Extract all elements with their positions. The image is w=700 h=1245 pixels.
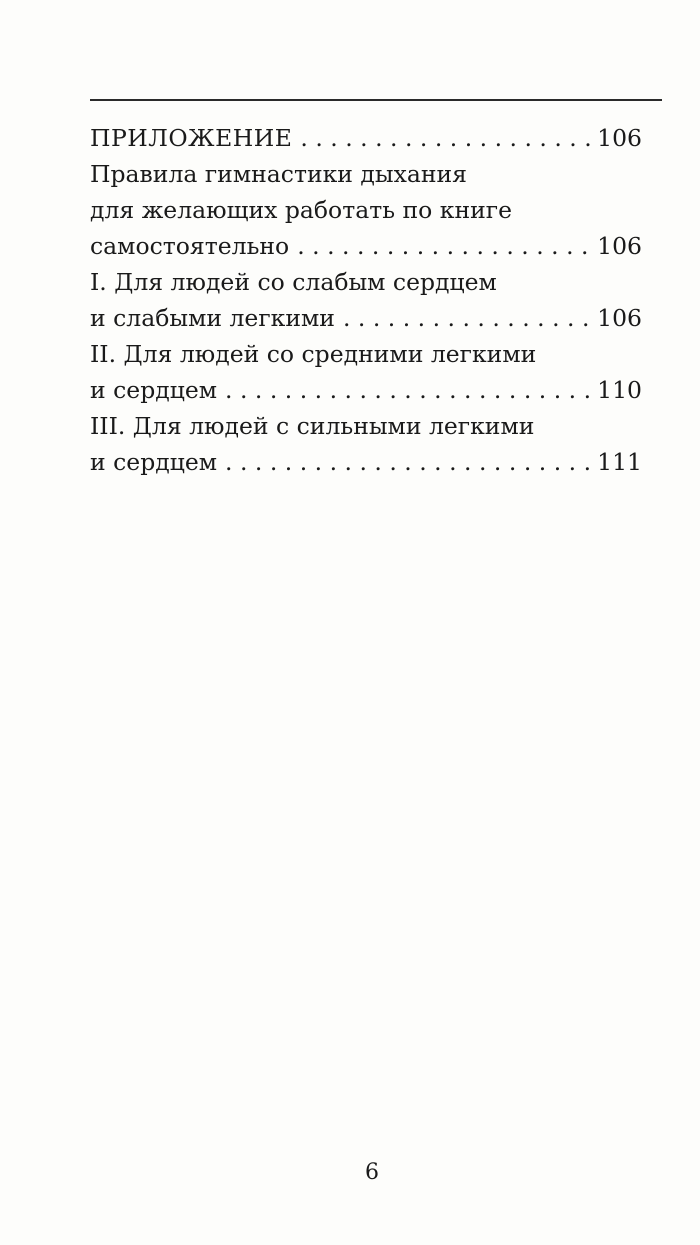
toc-entry-title: II. Для людей со средними легкими [90, 340, 537, 368]
toc-entry-title: I. Для людей со слабым сердцем [90, 268, 497, 296]
toc-entry-title: и сердцем [90, 448, 218, 476]
toc-leader-dots [297, 228, 594, 264]
toc-entry-line [90, 264, 642, 300]
toc-leader-dots [225, 372, 594, 408]
page-number: 6 [365, 1160, 379, 1185]
toc-entry-title: для желающих работать по книге [90, 196, 512, 224]
toc-leader-dots [343, 300, 594, 336]
toc-leader-dots [300, 120, 594, 156]
toc-entry-page: 111 [597, 448, 642, 476]
toc-entry-medium[interactable] [90, 372, 642, 408]
toc-leader-dots [225, 444, 594, 480]
toc-entry-appendix[interactable] [90, 120, 642, 156]
toc-entry-page: 106 [597, 232, 642, 260]
toc-entry-title: III. Для людей с сильными легкими [90, 412, 535, 440]
table-of-contents [90, 120, 642, 480]
toc-entry-line [90, 336, 642, 372]
toc-entry-page: 106 [597, 304, 642, 332]
toc-entry-title: самостоятельно [90, 232, 290, 260]
toc-entry-line [90, 408, 642, 444]
toc-entry-title: Правила гимнастики дыхания [90, 160, 468, 188]
header-rule [90, 99, 662, 101]
toc-entry-line [90, 156, 642, 192]
toc-entry-page: 110 [597, 376, 642, 404]
toc-entry-title: ПРИЛОЖЕНИЕ [90, 124, 293, 152]
toc-entry-page: 106 [597, 124, 642, 152]
toc-entry-line [90, 192, 642, 228]
toc-entry-title: и сердцем [90, 376, 218, 404]
toc-entry-weak[interactable] [90, 300, 642, 336]
toc-entry-title: и слабыми легкими [90, 304, 335, 332]
toc-entry-breathing-rules[interactable] [90, 228, 642, 264]
toc-entry-strong[interactable] [90, 444, 642, 480]
